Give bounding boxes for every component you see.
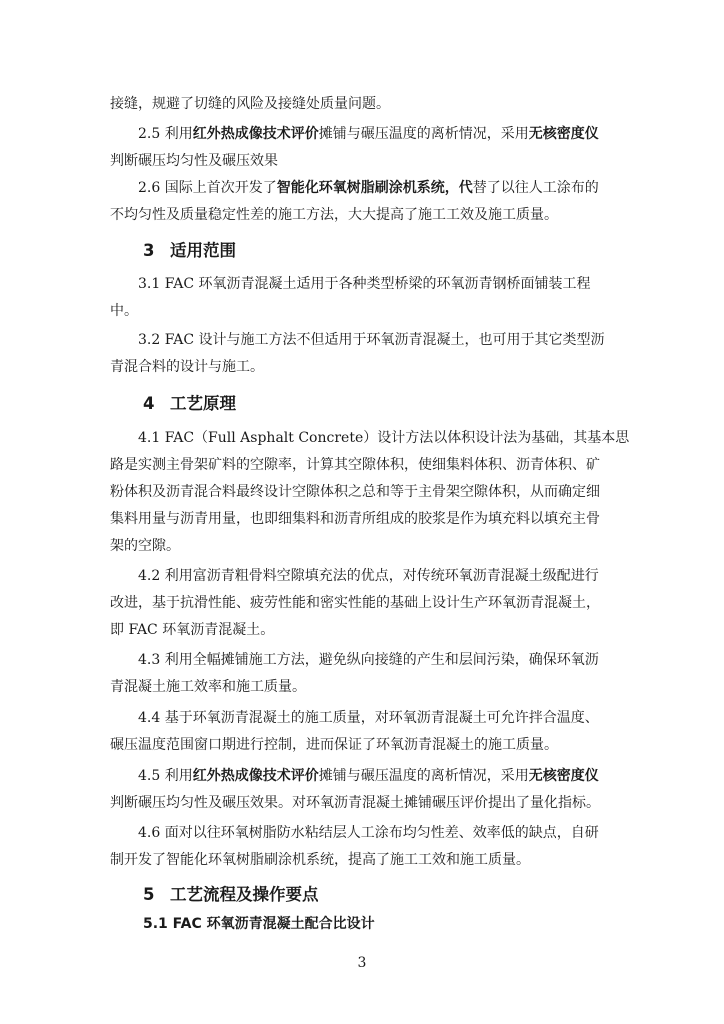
- bold-text: 无核密度仪: [528, 126, 599, 142]
- bold-text: 红外热成像技术评价: [192, 768, 319, 784]
- paragraph-3-1-line-1: 3.1 FAC 环氧沥青混凝土适用于各种类型桥梁的环氧沥青钢桥面铺装工程: [138, 276, 591, 292]
- paragraph-3-2-line-2: 青混合料的设计与施工。: [110, 359, 264, 375]
- paragraph-2-6-line-1: [138, 178, 599, 198]
- section-title: 工艺原理: [170, 394, 236, 413]
- paragraph-2-5-line-1: [138, 124, 599, 144]
- paragraph-line: 接缝，规避了切缝的风险及接缝处质量问题。: [110, 96, 390, 112]
- paragraph-4-6-line: 4.6 面对以往环氧树脂防水粘结层人工涂布均匀性差、效率低的缺点，自研: [138, 825, 599, 841]
- paragraph-4-1-line: 架的空隙。: [110, 538, 180, 554]
- paragraph-4-3-line: 4.3 利用全幅摊铺施工方法，避免纵向接缝的产生和层间污染，确保环氧沥: [138, 652, 599, 668]
- paragraph-4-1-line: 集料用量与沥青用量，也即细集料和沥青所组成的胶浆是作为填充料以填充主骨: [110, 511, 600, 527]
- text: 4.5 利用: [138, 768, 193, 784]
- page-number: 3: [357, 955, 367, 971]
- paragraph-4-2-line: 4.2 利用富沥青粗骨料空隙填充法的优点，对传统环氧沥青混凝土级配进行: [138, 568, 599, 584]
- paragraph-4-4-line: 碾压温度范围窗口期进行控制，进而保证了环氧沥青混凝土的施工质量。: [110, 737, 558, 753]
- paragraph-2-6-line-2: 不均匀性及质量稳定性差的施工方法，大大提高了施工工效及施工质量。: [110, 207, 558, 223]
- text: 摊铺与碾压温度的离析情况，采用: [318, 126, 529, 142]
- section-number: 4: [143, 394, 155, 413]
- paragraph-4-5-line-1: [138, 766, 599, 786]
- bold-text: 无核密度仪: [528, 768, 599, 784]
- section-number: 3: [143, 241, 155, 260]
- paragraph-3-1-line-2: 中。: [110, 303, 138, 319]
- paragraph-4-6-line: 制开发了智能化环氧树脂刷涂机系统，提高了施工工效和施工质量。: [110, 852, 530, 868]
- paragraph-4-1-line: 4.1 FAC（Full Asphalt Concrete）设计方法以体积设计法为基础，其基本思: [138, 430, 630, 446]
- section-number: 5: [143, 885, 155, 904]
- bold-text: 智能化环氧树脂刷涂机系统，代: [276, 180, 473, 196]
- subsection-heading-5-1: 5.1 FAC 环氧沥青混凝土配合比设计: [143, 916, 375, 932]
- section-heading-4: [143, 393, 236, 415]
- section-title: 工艺流程及操作要点: [170, 885, 319, 904]
- paragraph-4-2-line: 即 FAC 环氧沥青混凝土。: [110, 622, 275, 638]
- bold-text: 红外热成像技术评价: [192, 126, 319, 142]
- paragraph-4-1-line: 路是实测主骨架矿料的空隙率，计算其空隙体积，使细集料体积、沥青体积、矿: [110, 457, 600, 473]
- paragraph-4-4-line: 4.4 基于环氧沥青混凝土的施工质量，对环氧沥青混凝土可允许拌合温度、: [138, 710, 599, 726]
- paragraph-2-5-line-2: 判断碾压均匀性及碾压效果: [110, 153, 278, 169]
- text: 替了以往人工涂布的: [472, 180, 599, 196]
- paragraph-3-2-line-1: 3.2 FAC 设计与施工方法不但适用于环氧沥青混凝土，也可用于其它类型沥: [138, 332, 605, 348]
- section-heading-3: [143, 240, 236, 262]
- text: 摊铺与碾压温度的离析情况，采用: [318, 768, 529, 784]
- paragraph-4-2-line: 改进，基于抗滑性能、疲劳性能和密实性能的基础上设计生产环氧沥青混凝土，: [110, 595, 600, 611]
- paragraph-4-1-line: 粉体积及沥青混合料最终设计空隙体积之总和等于主骨架空隙体积，从而确定细: [110, 484, 600, 500]
- paragraph-4-5-line-2: 判断碾压均匀性及碾压效果。对环氧沥青混凝土摊铺碾压评价提出了量化指标。: [110, 795, 600, 811]
- text: 2.5 利用: [138, 126, 193, 142]
- paragraph-4-3-line: 青混凝土施工效率和施工质量。: [110, 679, 306, 695]
- section-heading-5: [143, 884, 319, 906]
- section-title: 适用范围: [170, 241, 236, 260]
- text: 2.6 国际上首次开发了: [138, 180, 277, 196]
